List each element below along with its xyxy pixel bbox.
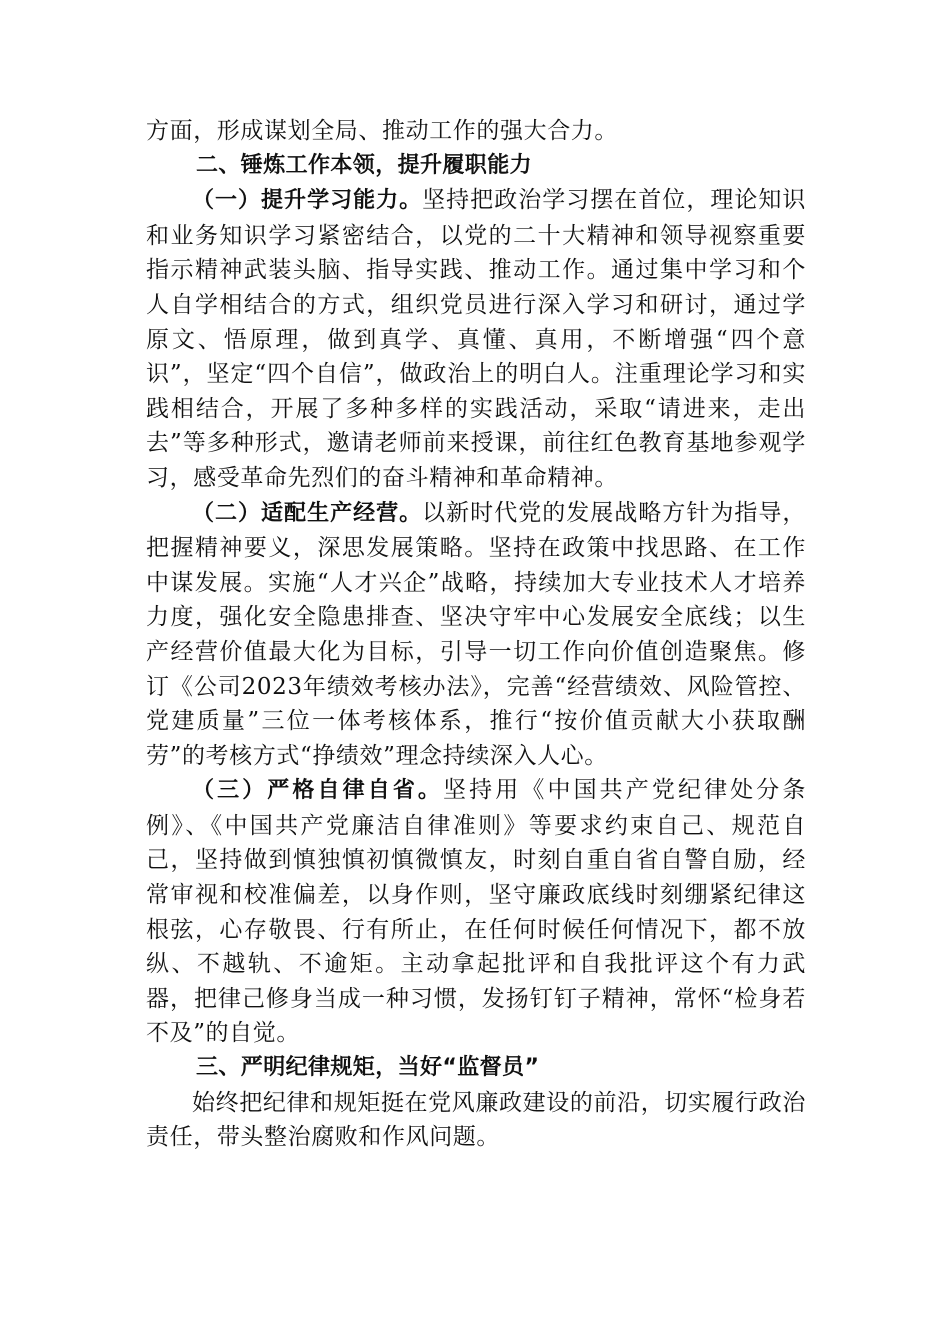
subheading-learning-ability: （一）提升学习能力。	[192, 188, 423, 214]
paragraph-self-discipline-body: 坚持用《中国共产党纪律处分条例》、《中国共产党廉洁自律准则》等要求约束自己、规范自己，坚持做到慎独慎初慎微慎友，时刻自重自省自警自励，经常审视和校准偏差，以身作则，坚守廉政底线时刻绷紧纪律这根弦，心存敬畏、行有所止，在任何时候任何情况下，都不放纵、不越轨、不逾矩。主动拿起批评和自我批评这个有力武器，把律己修身当成一种习惯，发扬钉钉子精神，常怀“检身若不及”的自觉。	[146, 777, 806, 1047]
paragraph-continuation: 方面，形成谋划全局、推动工作的强大合力。	[146, 118, 618, 144]
subheading-self-discipline: （三）严格自律自省。	[192, 778, 444, 804]
paragraph-learning-ability-body: 坚持把政治学习摆在首位，理论知识和业务知识学习紧密结合，以党的二十大精神和领导视察重要指示精神武装头脑、指导实践、推动工作。通过集中学习和个人自学相结合的方式，组织党员进行深入学习和研讨，通过学原文、悟原理，做到真学、真懂、真用，不断增强“四个意识”，坚定“四个自信”，做政治上的明白人。注重理论学习和实践相结合，开展了多种多样的实践活动，采取“请进来，走出去”等多种形式，邀请老师前来授课，前往红色教育基地参观学习，感受革命先烈们的奋斗精神和革命精神。	[146, 187, 806, 491]
subheading-production-operation: （二）适配生产经营。	[192, 500, 423, 526]
paragraph-self-discipline	[146, 773, 806, 1051]
paragraph-production-operation	[146, 496, 806, 774]
document-page	[146, 114, 806, 1155]
section-heading-3: 三、严明纪律规矩，当好“监督员”	[196, 1055, 540, 1081]
paragraph-discipline-rules: 始终把纪律和规矩挺在党风廉政建设的前沿，切实履行政治责任，带头整治腐败和作风问题。	[146, 1089, 806, 1151]
paragraph-learning-ability	[146, 183, 806, 495]
paragraph-production-operation-body: 以新时代党的发展战略方针为指导，把握精神要义，深思发展策略。坚持在政策中找思路、在工作中谋发展。实施“人才兴企”战略，持续加大专业技术人才培养力度，强化安全隐患排查、坚决守牢中心发展安全底线；以生产经营价值最大化为目标，引导一切工作向价值创造聚焦。修订《公司2023年绩效考核办法》，完善“经营绩效、风险管控、党建质量”三位一体考核体系，推行“按价值贡献大小获取酬劳”的考核方式“挣绩效”理念持续深入人心。	[146, 499, 806, 769]
section-heading-2: 二、锤炼工作本领，提升履职能力	[196, 152, 533, 178]
